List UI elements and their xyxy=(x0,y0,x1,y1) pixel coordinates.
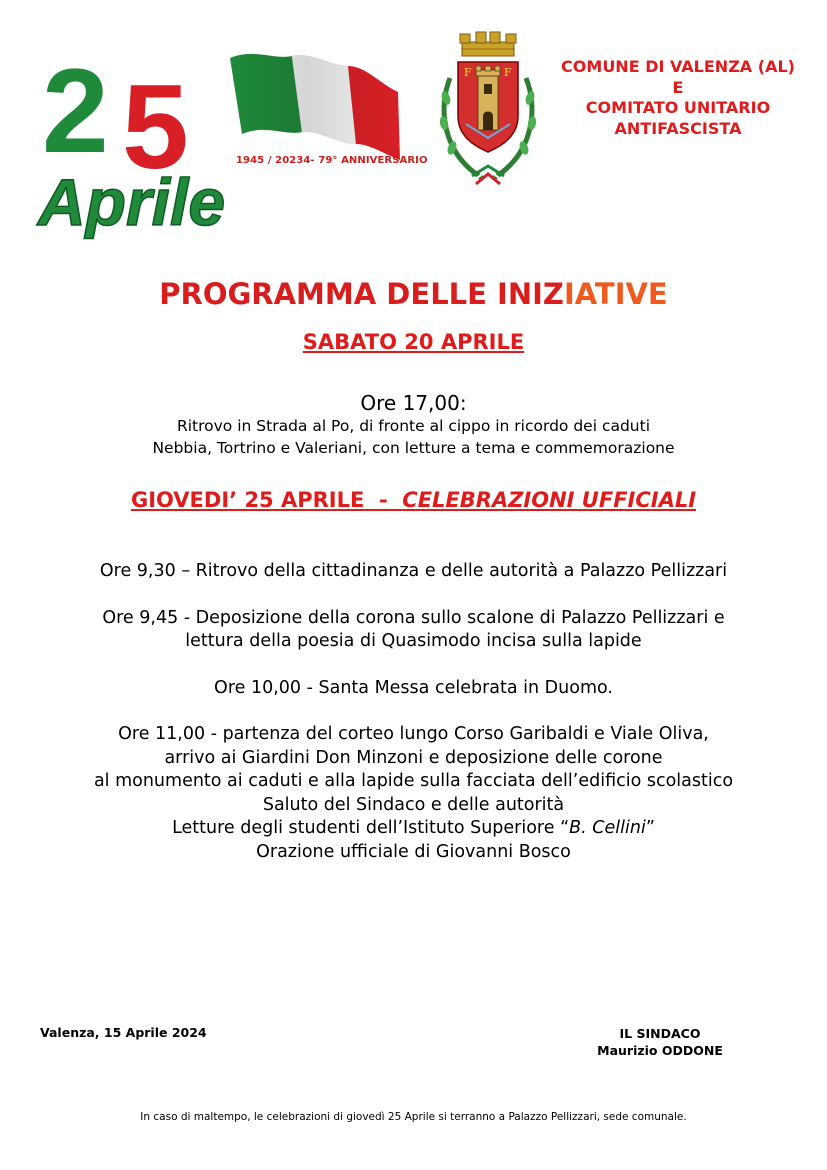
signature-name: Maurizio ODDONE xyxy=(597,1043,723,1058)
coat-of-arms-icon xyxy=(432,28,544,198)
organizer-line: ANTIFASCISTA xyxy=(614,118,742,138)
program-title-part2: IATIVE xyxy=(563,277,668,311)
thursday-heading xyxy=(0,488,827,512)
organizer-line: COMUNE DI VALENZA (AL) xyxy=(561,57,795,76)
thursday-heading-date: GIOVEDI’ 25 APRILE - xyxy=(130,488,403,512)
saturday-description xyxy=(0,415,827,459)
item-line: Ore 10,00 - Santa Messa celebrata in Duomo. xyxy=(214,677,613,698)
anniversary-logo xyxy=(30,40,440,240)
item-line: al monumento ai caduti e alla lapide sulla facciata dell’edificio scolastico xyxy=(93,771,734,791)
item-line: Orazione ufficiale di Giovanni Bosco xyxy=(256,841,571,862)
shield-letter-left: F xyxy=(464,66,472,79)
mural-crown-icon xyxy=(460,32,516,56)
item-line xyxy=(172,818,655,838)
saturday-desc-line: Nebbia, Tortrino e Valeriani, con letture a tema e commemorazione xyxy=(152,439,675,457)
school-name: B. Cellini xyxy=(569,818,646,838)
mayor-signature xyxy=(560,1025,760,1059)
weather-footnote: In caso di maltempo, le celebrazioni di giovedì 25 Aprile si terranno a Palazzo Pellizzari, sede comunale. xyxy=(140,1111,687,1123)
place-date: Valenza, 15 Aprile 2024 xyxy=(40,1025,207,1040)
item-line: Saluto del Sindaco e delle autorità xyxy=(262,794,565,815)
item-line: lettura della poesia di Quasimodo incisa sulla lapide xyxy=(185,631,642,651)
logo-number-5: 5 xyxy=(122,60,189,194)
tower-icon xyxy=(476,66,500,130)
list-item xyxy=(0,677,827,701)
list-item xyxy=(0,560,827,584)
logo-word: Aprile xyxy=(38,165,226,239)
saturday-heading: SABATO 20 APRILE xyxy=(302,330,525,354)
italian-flag-icon xyxy=(230,54,400,160)
anniversary-text: 1945 / 20234- 79° ANNIVERSARIO xyxy=(236,155,428,166)
list-item xyxy=(0,723,827,864)
logo-number-2: 2 xyxy=(42,44,109,178)
organizers-block xyxy=(548,57,808,139)
thursday-heading-subtitle: CELEBRAZIONI UFFICIALI xyxy=(402,488,697,512)
saturday-desc-line: Ritrovo in Strada al Po, di fronte al cippo in ricordo dei caduti xyxy=(176,417,651,435)
celebration-items xyxy=(0,560,827,864)
item-line: Ore 9,45 - Deposizione della corona sullo scalone di Palazzo Pellizzari e xyxy=(102,607,725,628)
program-title-part1: PROGRAMMA DELLE INIZ xyxy=(159,277,564,311)
saturday-time: Ore 17,00: xyxy=(360,391,467,415)
list-item xyxy=(0,607,827,654)
item-line: Ore 9,30 – Ritrovo della cittadinanza e delle autorità a Palazzo Pellizzari xyxy=(99,561,728,581)
cellini-suffix: ” xyxy=(645,818,655,838)
signature-role: IL SINDACO xyxy=(619,1026,701,1041)
shield-letter-right: F xyxy=(504,66,512,79)
program-title xyxy=(0,277,827,311)
town-crest xyxy=(432,28,544,198)
flag-logo-graphic xyxy=(30,40,440,240)
item-line: arrivo ai Giardini Don Minzoni e deposizione delle corone xyxy=(164,747,663,768)
cellini-prefix: Letture degli studenti dell’Istituto Superiore “ xyxy=(172,818,570,838)
organizer-line: E xyxy=(672,77,684,97)
organizer-line: COMITATO UNITARIO xyxy=(585,98,771,117)
item-line: Ore 11,00 - partenza del corteo lungo Corso Garibaldi e Viale Oliva, xyxy=(118,724,709,744)
